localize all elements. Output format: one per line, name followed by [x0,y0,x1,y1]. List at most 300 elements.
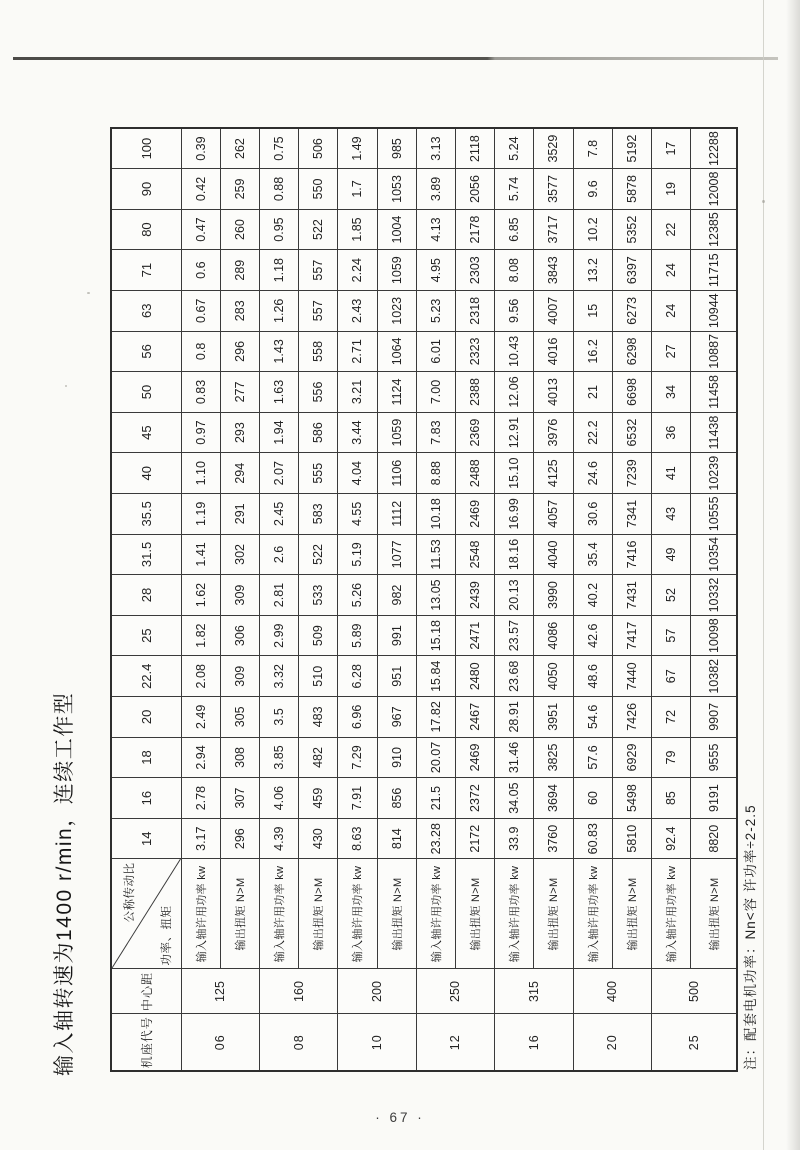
power-value-cell: 1.62 [181,575,220,616]
torque-value-cell: 2118 [455,128,494,169]
power-value-cell: 0.75 [259,128,298,169]
torque-value-cell: 2469 [455,494,494,535]
torque-value-cell: 856 [377,778,416,819]
torque-value-cell: 814 [377,818,416,859]
power-value-cell: 22.2 [573,412,612,453]
torque-value-cell: 308 [220,737,259,778]
power-value-cell: 24 [651,250,690,291]
torque-value-cell: 3976 [534,412,573,453]
frame-row-torque [220,128,259,1071]
page-edge-shadow [786,0,800,1150]
torque-value-cell: 262 [220,128,259,169]
row-label-output-torque: 输出扭矩 N>M [220,859,259,969]
row-label-output-torque: 输出扭矩 N>M [299,859,338,969]
center-distance-cell: 250 [416,969,494,1014]
torque-value-cell: 9907 [691,697,737,738]
power-value-cell: 12.06 [495,372,534,413]
torque-value-cell: 277 [220,372,259,413]
power-value-cell: 9.56 [495,290,534,331]
speed-ratio-table [110,127,738,1072]
power-value-cell: 0.6 [181,250,220,291]
power-value-cell: 2.45 [259,494,298,535]
torque-value-cell: 2303 [455,250,494,291]
top-rule [13,57,778,60]
power-value-cell: 54.6 [573,697,612,738]
power-value-cell: 10.43 [495,331,534,372]
power-value-cell: 21 [573,372,612,413]
torque-value-cell: 1053 [377,169,416,210]
torque-value-cell: 5878 [612,169,651,210]
torque-value-cell: 1112 [377,494,416,535]
torque-value-cell: 459 [299,778,338,819]
frame-row-torque [691,128,737,1071]
torque-value-cell: 10354 [691,534,737,575]
power-value-cell: 1.18 [259,250,298,291]
power-value-cell: 0.42 [181,169,220,210]
ratio-header: 18 [111,737,181,778]
torque-value-cell: 2469 [455,737,494,778]
power-value-cell: 67 [651,656,690,697]
power-value-cell: 3.44 [338,412,377,453]
power-value-cell: 5.23 [416,290,455,331]
ratio-header: 45 [111,412,181,453]
power-value-cell: 10.2 [573,209,612,250]
row-label-output-torque: 输出扭矩 N>M [377,859,416,969]
frame-row-power [338,128,377,1071]
power-value-cell: 0.8 [181,331,220,372]
power-value-cell: 15.10 [495,453,534,494]
torque-value-cell: 296 [220,818,259,859]
torque-value-cell: 4016 [534,331,573,372]
torque-value-cell: 1124 [377,372,416,413]
power-value-cell: 15 [573,290,612,331]
frame-row-power [181,128,220,1071]
torque-value-cell: 2467 [455,697,494,738]
power-value-cell: 0.39 [181,128,220,169]
power-value-cell: 12.91 [495,412,534,453]
power-value-cell: 3.17 [181,818,220,859]
row-label-input-power: 输入轴许用功率 kw [181,859,220,969]
power-value-cell: 1.82 [181,615,220,656]
torque-value-cell: 5498 [612,778,651,819]
torque-value-cell: 9191 [691,778,737,819]
torque-value-cell: 294 [220,453,259,494]
power-value-cell: 19 [651,169,690,210]
torque-value-cell: 2178 [455,209,494,250]
power-value-cell: 20.07 [416,737,455,778]
torque-value-cell: 550 [299,169,338,210]
ratio-header: 71 [111,250,181,291]
power-value-cell: 28.91 [495,697,534,738]
power-value-cell: 3.32 [259,656,298,697]
frame-code-cell: 10 [338,1014,416,1071]
power-value-cell: 7.29 [338,737,377,778]
power-value-cell: 2.24 [338,250,377,291]
torque-value-cell: 557 [299,290,338,331]
power-value-cell: 21.5 [416,778,455,819]
torque-value-cell: 991 [377,615,416,656]
frame-code-cell: 06 [181,1014,259,1071]
torque-value-cell: 430 [299,818,338,859]
power-value-cell: 7.00 [416,372,455,413]
frame-code-cell: 08 [259,1014,337,1071]
power-value-cell: 40.2 [573,575,612,616]
ratio-header: 90 [111,169,181,210]
frame-row-power [259,128,298,1071]
center-distance-cell: 200 [338,969,416,1014]
power-value-cell: 1.41 [181,534,220,575]
power-value-cell: 13.2 [573,250,612,291]
page-number: · 67 · [375,1110,425,1125]
power-value-cell: 17 [651,128,690,169]
torque-value-cell: 10944 [691,290,737,331]
frame-row-power [416,128,455,1071]
torque-value-cell: 3825 [534,737,573,778]
power-value-cell: 24.6 [573,453,612,494]
torque-value-cell: 3694 [534,778,573,819]
power-value-cell: 1.94 [259,412,298,453]
power-value-cell: 3.21 [338,372,377,413]
corner-cell [111,859,181,969]
torque-value-cell: 982 [377,575,416,616]
torque-value-cell: 12385 [691,209,737,250]
torque-value-cell: 1004 [377,209,416,250]
power-value-cell: 8.63 [338,818,377,859]
power-value-cell: 36 [651,412,690,453]
torque-value-cell: 4013 [534,372,573,413]
torque-value-cell: 910 [377,737,416,778]
torque-value-cell: 1106 [377,453,416,494]
power-value-cell: 23.68 [495,656,534,697]
frame-code-cell: 16 [495,1014,573,1071]
torque-value-cell: 260 [220,209,259,250]
power-value-cell: 2.81 [259,575,298,616]
row-label-input-power: 输入轴许用功率 kw [651,859,690,969]
torque-value-cell: 2480 [455,656,494,697]
power-value-cell: 8.88 [416,453,455,494]
torque-value-cell: 583 [299,494,338,535]
torque-value-cell: 555 [299,453,338,494]
torque-value-cell: 7440 [612,656,651,697]
torque-value-cell: 10098 [691,615,737,656]
torque-value-cell: 9555 [691,737,737,778]
power-value-cell: 6.28 [338,656,377,697]
center-distance-cell: 500 [651,969,737,1014]
power-value-cell: 1.49 [338,128,377,169]
frame-row-torque [455,128,494,1071]
torque-value-cell: 556 [299,372,338,413]
torque-value-cell: 4050 [534,656,573,697]
power-value-cell: 23.57 [495,615,534,656]
torque-value-cell: 10239 [691,453,737,494]
torque-value-cell: 1059 [377,412,416,453]
power-value-cell: 5.89 [338,615,377,656]
torque-value-cell: 309 [220,656,259,697]
torque-value-cell: 2372 [455,778,494,819]
torque-value-cell: 586 [299,412,338,453]
torque-value-cell: 2488 [455,453,494,494]
power-value-cell: 23.28 [416,818,455,859]
power-value-cell: 2.71 [338,331,377,372]
frame-code-cell: 12 [416,1014,494,1071]
power-value-cell: 43 [651,494,690,535]
ratio-header: 16 [111,778,181,819]
power-value-cell: 9.6 [573,169,612,210]
torque-value-cell: 11715 [691,250,737,291]
ratio-header: 50 [111,372,181,413]
torque-value-cell: 4040 [534,534,573,575]
power-value-cell: 2.6 [259,534,298,575]
torque-value-cell: 4125 [534,453,573,494]
power-value-cell: 4.13 [416,209,455,250]
power-value-cell: 3.89 [416,169,455,210]
frame-row-power [573,128,612,1071]
power-value-cell: 52 [651,575,690,616]
power-value-cell: 34.05 [495,778,534,819]
power-value-cell: 60 [573,778,612,819]
center-distance-cell: 125 [181,969,259,1014]
torque-value-cell: 5810 [612,818,651,859]
frame-code-cell: 20 [573,1014,651,1071]
frame-row-power [651,128,690,1071]
torque-value-cell: 2471 [455,615,494,656]
torque-value-cell: 10887 [691,331,737,372]
power-value-cell: 57 [651,615,690,656]
power-value-cell: 7.8 [573,128,612,169]
power-value-cell: 79 [651,737,690,778]
torque-value-cell: 6273 [612,290,651,331]
center-distance-cell: 400 [573,969,651,1014]
torque-value-cell: 6532 [612,412,651,453]
torque-value-cell: 6298 [612,331,651,372]
torque-value-cell: 3717 [534,209,573,250]
frame-row-torque [377,128,416,1071]
ratio-header: 40 [111,453,181,494]
torque-value-cell: 289 [220,250,259,291]
torque-value-cell: 259 [220,169,259,210]
power-value-cell: 31.46 [495,737,534,778]
torque-value-cell: 3760 [534,818,573,859]
torque-value-cell: 2318 [455,290,494,331]
frame-row-torque [534,128,573,1071]
power-value-cell: 2.94 [181,737,220,778]
power-value-cell: 10.18 [416,494,455,535]
power-value-cell: 34 [651,372,690,413]
power-value-cell: 2.43 [338,290,377,331]
torque-value-cell: 483 [299,697,338,738]
torque-value-cell: 1077 [377,534,416,575]
torque-value-cell: 510 [299,656,338,697]
power-value-cell: 6.01 [416,331,455,372]
power-value-cell: 24 [651,290,690,331]
power-value-cell: 1.7 [338,169,377,210]
power-value-cell: 1.85 [338,209,377,250]
power-value-cell: 6.85 [495,209,534,250]
torque-value-cell: 2548 [455,534,494,575]
frame-row-power [495,128,534,1071]
power-value-cell: 0.83 [181,372,220,413]
torque-value-cell: 3577 [534,169,573,210]
power-value-cell: 11.53 [416,534,455,575]
power-value-cell: 42.6 [573,615,612,656]
power-value-cell: 5.19 [338,534,377,575]
torque-value-cell: 305 [220,697,259,738]
power-value-cell: 27 [651,331,690,372]
torque-value-cell: 296 [220,331,259,372]
torque-value-cell: 5352 [612,209,651,250]
power-value-cell: 20.13 [495,575,534,616]
power-value-cell: 1.10 [181,453,220,494]
power-value-cell: 5.26 [338,575,377,616]
torque-value-cell: 557 [299,250,338,291]
torque-value-cell: 7416 [612,534,651,575]
power-value-cell: 5.24 [495,128,534,169]
ratio-header: 14 [111,818,181,859]
row-label-output-torque: 输出扭矩 N>M [534,859,573,969]
row-label-input-power: 输入轴许用功率 kw [338,859,377,969]
footnote: 注：配套电机功率：Nn<容 许功率÷2-2.5 [743,804,758,1070]
ratio-header: 31.5 [111,534,181,575]
power-value-cell: 16.99 [495,494,534,535]
power-value-cell: 49 [651,534,690,575]
power-value-cell: 4.04 [338,453,377,494]
power-value-cell: 22 [651,209,690,250]
torque-value-cell: 8820 [691,818,737,859]
torque-value-cell: 3529 [534,128,573,169]
torque-value-cell: 1023 [377,290,416,331]
torque-value-cell: 10382 [691,656,737,697]
torque-value-cell: 12288 [691,128,737,169]
torque-value-cell: 6397 [612,250,651,291]
power-value-cell: 2.78 [181,778,220,819]
rotated-sheet [40,113,766,1078]
ratio-header: 100 [111,128,181,169]
ratio-header: 28 [111,575,181,616]
corner-label-ratio: 公称传动比 [124,862,136,923]
torque-value-cell: 11458 [691,372,737,413]
power-value-cell: 1.43 [259,331,298,372]
power-value-cell: 3.13 [416,128,455,169]
torque-value-cell: 291 [220,494,259,535]
row-label-output-torque: 输出扭矩 N>M [455,859,494,969]
row-label-output-torque: 输出扭矩 N>M [691,859,737,969]
torque-value-cell: 306 [220,615,259,656]
torque-value-cell: 7426 [612,697,651,738]
power-value-cell: 0.47 [181,209,220,250]
torque-value-cell: 951 [377,656,416,697]
torque-value-cell: 506 [299,128,338,169]
torque-value-cell: 1064 [377,331,416,372]
power-value-cell: 0.95 [259,209,298,250]
power-value-cell: 4.55 [338,494,377,535]
power-value-cell: 30.6 [573,494,612,535]
torque-value-cell: 509 [299,615,338,656]
power-value-cell: 17.82 [416,697,455,738]
frame-row-torque [299,128,338,1071]
power-value-cell: 4.95 [416,250,455,291]
torque-value-cell: 1059 [377,250,416,291]
power-value-cell: 18.16 [495,534,534,575]
torque-value-cell: 7341 [612,494,651,535]
torque-value-cell: 2439 [455,575,494,616]
power-value-cell: 13.05 [416,575,455,616]
torque-value-cell: 4057 [534,494,573,535]
torque-value-cell: 967 [377,697,416,738]
row-label-input-power: 输入轴许用功率 kw [259,859,298,969]
torque-value-cell: 985 [377,128,416,169]
power-value-cell: 2.49 [181,697,220,738]
power-value-cell: 1.19 [181,494,220,535]
power-value-cell: 2.07 [259,453,298,494]
torque-value-cell: 482 [299,737,338,778]
torque-value-cell: 10555 [691,494,737,535]
torque-value-cell: 5192 [612,128,651,169]
corner-label-power-torque: 功率、扭矩 [160,905,173,966]
center-distance-cell: 315 [495,969,573,1014]
torque-value-cell: 307 [220,778,259,819]
power-value-cell: 4.39 [259,818,298,859]
torque-value-cell: 558 [299,331,338,372]
torque-value-cell: 12008 [691,169,737,210]
torque-value-cell: 10332 [691,575,737,616]
power-value-cell: 85 [651,778,690,819]
torque-value-cell: 522 [299,534,338,575]
torque-value-cell: 2369 [455,412,494,453]
power-value-cell: 2.99 [259,615,298,656]
power-value-cell: 0.88 [259,169,298,210]
torque-value-cell: 3990 [534,575,573,616]
power-value-cell: 16.2 [573,331,612,372]
torque-value-cell: 6929 [612,737,651,778]
row-label-output-torque: 输出扭矩 N>M [612,859,651,969]
center-distance-cell: 160 [259,969,337,1014]
torque-value-cell: 7239 [612,453,651,494]
ratio-header: 20 [111,697,181,738]
torque-value-cell: 2323 [455,331,494,372]
torque-value-cell: 533 [299,575,338,616]
power-value-cell: 7.83 [416,412,455,453]
torque-value-cell: 7431 [612,575,651,616]
torque-value-cell: 6698 [612,372,651,413]
torque-value-cell: 3951 [534,697,573,738]
row-label-input-power: 输入轴许用功率 kw [495,859,534,969]
power-value-cell: 15.84 [416,656,455,697]
frame-code-header: 机座代号 [111,1014,181,1071]
power-value-cell: 33.9 [495,818,534,859]
frame-row-torque [612,128,651,1071]
power-value-cell: 0.97 [181,412,220,453]
torque-value-cell: 302 [220,534,259,575]
row-label-input-power: 输入轴许用功率 kw [416,859,455,969]
center-distance-header: 中心距 [111,969,181,1014]
ratio-header: 25 [111,615,181,656]
torque-value-cell: 2388 [455,372,494,413]
torque-value-cell: 283 [220,290,259,331]
power-value-cell: 35.4 [573,534,612,575]
power-value-cell: 8.08 [495,250,534,291]
page-title: 输入轴转速为1400 r/min，连续工作型 [53,691,76,1076]
torque-value-cell: 2056 [455,169,494,210]
power-value-cell: 15.18 [416,615,455,656]
power-value-cell: 1.63 [259,372,298,413]
power-value-cell: 6.96 [338,697,377,738]
frame-code-cell: 25 [651,1014,737,1071]
torque-value-cell: 293 [220,412,259,453]
torque-value-cell: 3843 [534,250,573,291]
power-value-cell: 72 [651,697,690,738]
ratio-header: 22.4 [111,656,181,697]
power-value-cell: 41 [651,453,690,494]
